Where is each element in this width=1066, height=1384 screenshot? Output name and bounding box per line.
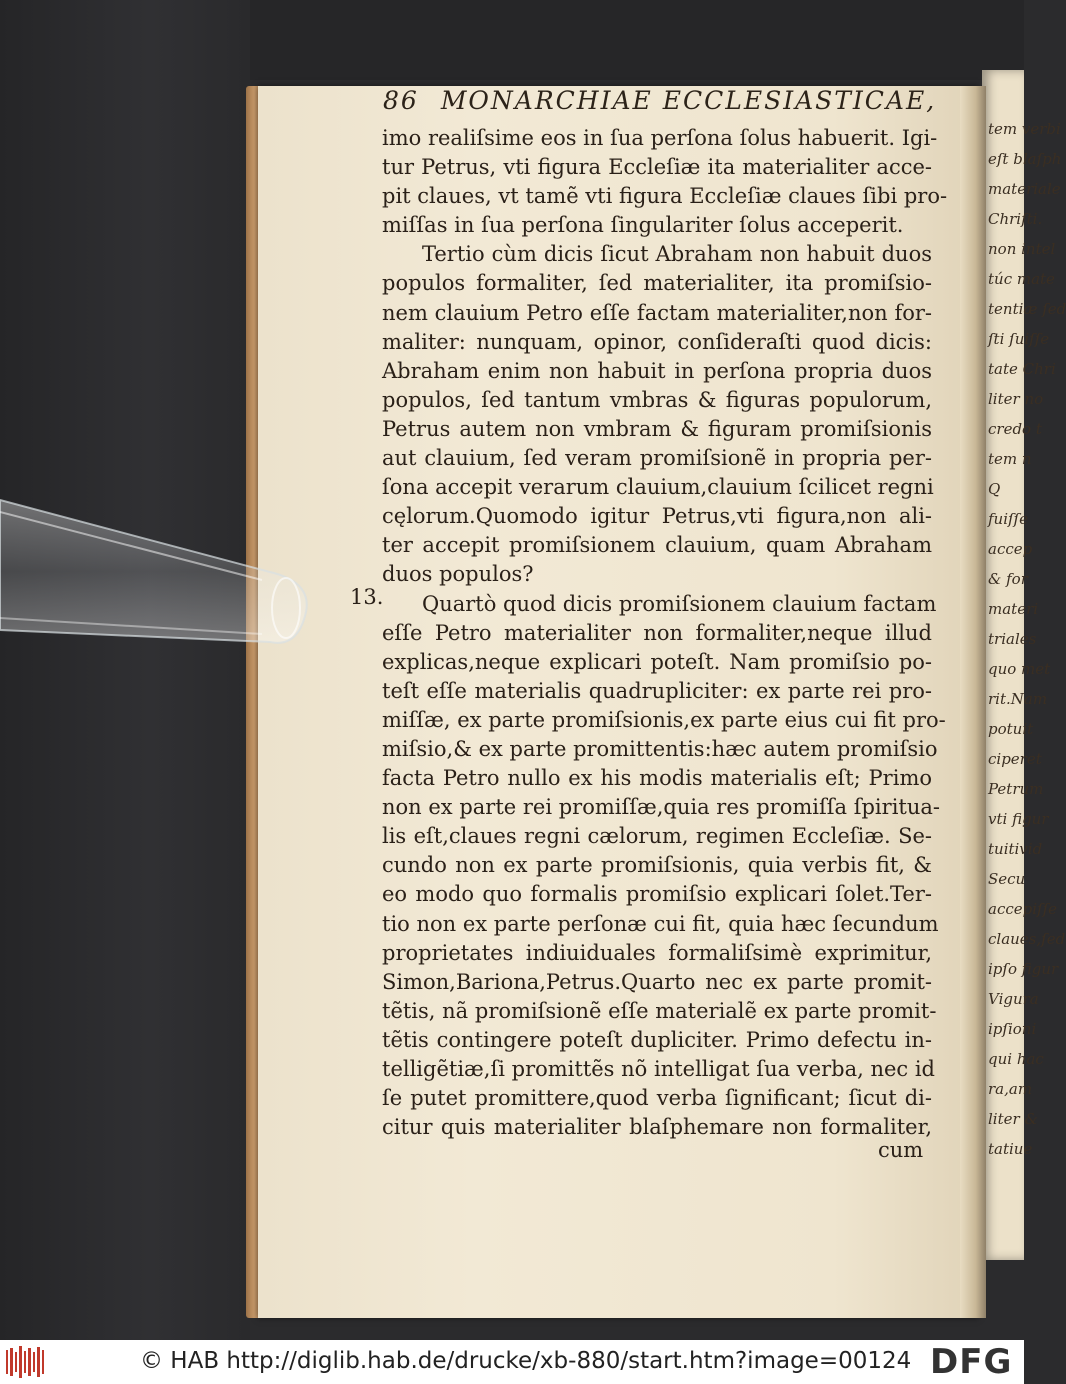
text-line: Quartò quod dicis promiſsionem clauium factam — [422, 591, 937, 616]
running-head — [383, 86, 943, 122]
text-line: lis eſt,claues regni cælorum, regimen Eccleſiæ. Se- — [382, 824, 932, 849]
adjacent-page-fragment: eſt blaſph — [988, 150, 1062, 168]
adjacent-page-fragment: quo met — [988, 660, 1051, 678]
text-line: imo realiſsime eos in ſua perſona ſolus habuerit. Igi- — [382, 126, 938, 150]
adjacent-page-fragment: claues,ſed — [988, 930, 1066, 948]
text-line: facta Petro nullo ex his modis materialis eſt; Primo — [382, 766, 932, 791]
text-line: miſsio,& ex parte promittentis:hæc autem promiſsio — [382, 736, 938, 761]
text-line: tio non ex parte perſonæ cui fit, quia hæc ſecundum — [382, 911, 939, 936]
dfg-logo: DFG — [930, 1342, 1013, 1382]
adjacent-page-fragment: tate Chri — [988, 360, 1056, 378]
text-line: tẽtis contingere poteſt dupliciter. Primo defectu in- — [382, 1027, 932, 1052]
marginal-section-number: 13. — [350, 585, 384, 609]
text-line: teſt eſſe materialis quadrupliciter: ex parte rei pro- — [382, 678, 932, 703]
adjacent-page-fragment: qui hac — [988, 1050, 1044, 1068]
adjacent-page-fragment: liter no — [988, 390, 1044, 408]
adjacent-page-fragment: tem n — [988, 450, 1032, 468]
adjacent-page-fragment: tuitivid — [988, 840, 1043, 858]
text-line: eſſe Petro materialiter non formaliter,neque illud — [382, 620, 932, 645]
adjacent-page-fragment: Chriſti. — [988, 210, 1043, 228]
text-line: ter accepit promiſsionem clauium, quam Abraham — [382, 533, 932, 558]
adjacent-page-fragment: accep — [988, 540, 1033, 558]
text-line: miſſas in ſua perſona ſingulariter ſolus acceperit. — [382, 213, 904, 238]
adjacent-page-fragment: triales — [988, 630, 1037, 648]
text-line: miſſæ, ex parte promiſsionis,ex parte eius cui fit pro- — [382, 707, 946, 732]
adjacent-page-fragment: materi — [988, 600, 1039, 618]
adjacent-page-fragment: Vigura — [988, 990, 1039, 1008]
text-line: Petrus autem non vmbram & figuram promiſsionis — [382, 416, 932, 441]
adjacent-page-fragment: tem verbi — [988, 120, 1061, 138]
adjacent-page-fragment: liter & — [988, 1110, 1038, 1128]
adjacent-page-fragment: Secu — [988, 870, 1026, 888]
text-line: nem clauium Petro eſſe factam materialiter,non for- — [382, 300, 932, 325]
adjacent-page-fragment: potuit — [988, 720, 1034, 738]
adjacent-page-fragment: Petrum — [988, 780, 1044, 798]
text-line: proprietates indiuiduales formaliſsimè exprimitur, — [382, 940, 932, 965]
running-title: MONARCHIAE ECCLESIASTICAE, — [440, 86, 937, 115]
text-line: ſe putet promittere,quod verba ſignificant; ſicut di- — [382, 1086, 932, 1111]
adjacent-page-fragment: rit.Nam — [988, 690, 1048, 708]
text-line: citur quis materialiter blaſphemare non formaliter, — [382, 1115, 932, 1140]
adjacent-page-fragment: materiale — [988, 180, 1061, 198]
adjacent-page-fragment: ipſioni — [988, 1020, 1037, 1038]
adjacent-page-fragment: non intel — [988, 240, 1056, 258]
text-line: duos populos? — [382, 562, 534, 587]
adjacent-page-fragment: ciperet — [988, 750, 1042, 768]
catchword: cum — [878, 1138, 924, 1162]
text-line: Simon,Bariona,Petrus.Quarto nec ex parte promit- — [382, 969, 932, 994]
adjacent-page-fragment: vti figur — [988, 810, 1049, 828]
text-line: tẽtis, nã promiſsionẽ eſſe materialẽ ex parte promit- — [382, 998, 937, 1023]
text-line: populos, ſed tantum vmbras & figuras populorum, — [382, 387, 932, 412]
text-line: maliter: nunquam, opinor, conſideraſti quod dicis: — [382, 329, 932, 354]
book-spine — [960, 86, 986, 1318]
text-line: ſona accepit verarum clauium,clauium ſcilicet regni — [382, 475, 934, 500]
text-line: populos formaliter, ſed materialiter, ita promiſsio- — [382, 271, 932, 296]
adjacent-page-fragment: ipſo figur — [988, 960, 1059, 978]
adjacent-page-fragment: túc mate — [988, 270, 1055, 288]
adjacent-page-fragment: fuiſſe — [988, 510, 1028, 528]
text-line: Abraham enim non habuit in perſona propria duos — [382, 358, 932, 383]
text-line: cęlorum.Quomodo igitur Petrus,vti figura,non ali- — [382, 504, 932, 529]
text-line: aut clauium, ſed veram promiſsionẽ in propria per- — [382, 446, 932, 471]
adjacent-page — [982, 70, 1066, 1260]
text-line: pit claues, vt tamẽ vti figura Eccleſiæ claues ſibi pro- — [382, 184, 948, 209]
scanner-backdrop-top — [250, 0, 1024, 80]
scanner-backdrop — [0, 0, 250, 1340]
adjacent-page-fragment: ra,am — [988, 1080, 1033, 1098]
adjacent-page-fragment: accepiſſe — [988, 900, 1058, 918]
adjacent-page-fragment: tentiæ ſed — [988, 300, 1066, 318]
adjacent-page-fragment: credo t — [988, 420, 1042, 438]
text-line: explicas,neque explicari poteſt. Nam promiſsio po- — [382, 649, 932, 674]
adjacent-page-fragment: ſti ſuiſſe — [988, 330, 1050, 348]
text-line: non ex parte rei promiſſæ,quia res promiſſa ſpiritua- — [382, 795, 940, 820]
text-line: Tertio cùm dicis ſicut Abraham non habuit duos — [422, 242, 932, 267]
text-line: eo modo quo formalis promiſsio explicari ſolet.Ter- — [382, 882, 932, 907]
text-line: tur Petrus, vti figura Eccleſiæ ita materialiter acce- — [382, 155, 932, 180]
adjacent-page-fragment: tatiue — [988, 1140, 1033, 1158]
body-text — [382, 124, 948, 1142]
text-line: telligẽtiæ,ſi promittẽs nõ intelligat ſua verba, nec id — [382, 1057, 935, 1081]
adjacent-page-fragment: & for — [988, 570, 1028, 588]
page-number: 86 — [383, 86, 419, 115]
barcode-logo-icon — [6, 1346, 46, 1378]
text-line: cundo non ex parte promiſsionis, quia verbis fit, & — [382, 853, 932, 878]
transparent-pen-tip — [0, 500, 310, 650]
adjacent-page-fragment: Q — [988, 480, 1001, 498]
copyright-link[interactable]: © HAB http://diglib.hab.de/drucke/xb-880/start.htm?image=00124 — [140, 1348, 912, 1374]
